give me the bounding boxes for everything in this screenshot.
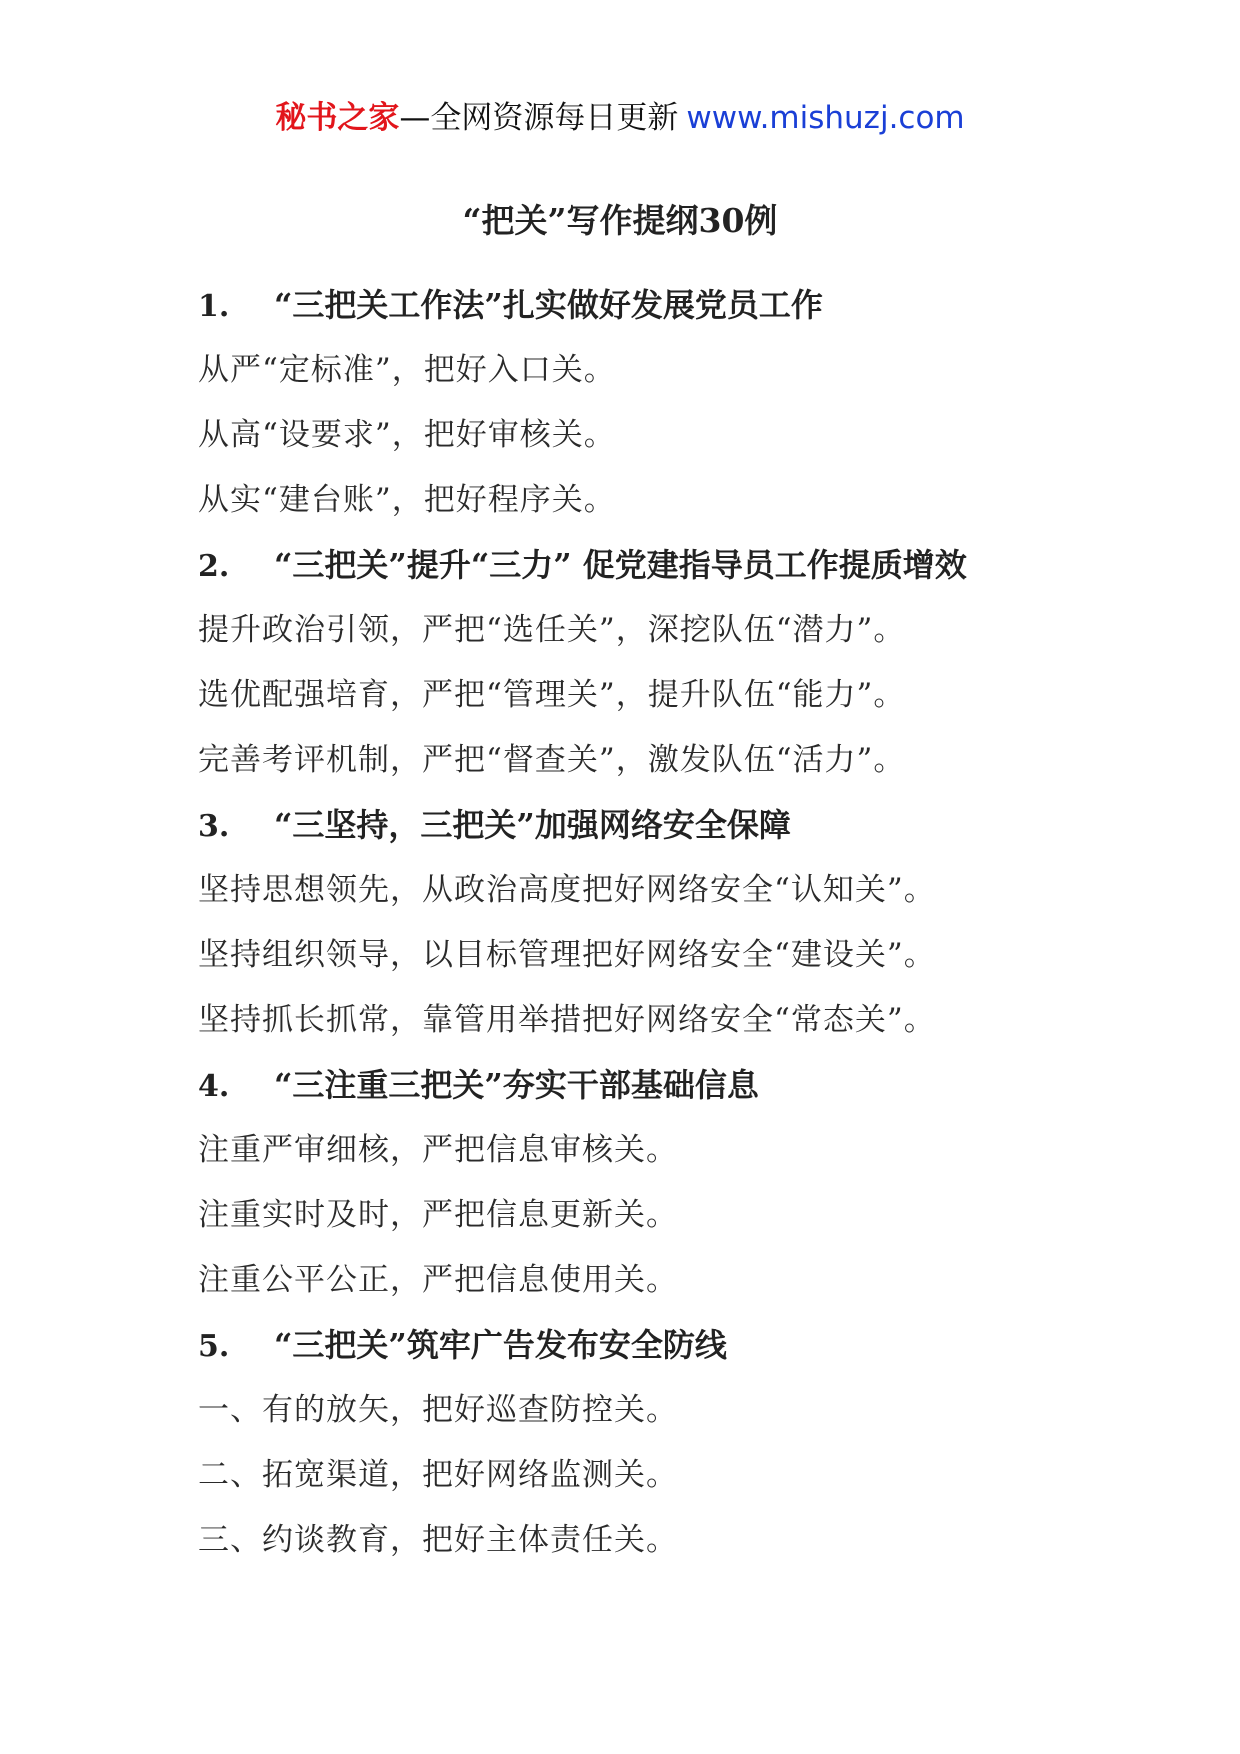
section-title: “三坚持，三把关”加强网络安全保障 [274,806,791,844]
section-line: 注重严审细核，严把信息审核关。 [198,1132,678,1168]
section-1 [198,281,1098,541]
section-line: 注重公平公正，严把信息使用关。 [198,1262,678,1298]
header-dash: — [399,100,431,136]
document-title: “把关”写作提纲30例 [462,201,778,240]
section-title: “三把关工作法”扎实做好发展党员工作 [274,286,823,324]
section-title: “三把关”筑牢广告发布安全防线 [274,1326,727,1364]
section-line: 从实“建台账”，把好程序关。 [198,482,616,518]
section-number: 1. [198,289,230,324]
section-line: 坚持组织领导，以目标管理把好网络安全“建设关”。 [198,937,936,973]
section-heading [198,1061,1098,1126]
section-heading [198,281,1098,346]
section-line: 二、拓宽渠道，把好网络监测关。 [198,1457,678,1493]
section-3 [198,801,1098,1061]
site-url-link[interactable]: www.mishuzj.com [686,100,965,136]
section-title: “三注重三把关”夯实干部基础信息 [274,1066,759,1104]
section-line: 注重实时及时，严把信息更新关。 [198,1197,678,1233]
section-number: 3. [198,809,230,844]
section-2 [198,541,1098,801]
site-header [0,96,1240,140]
section-line: 提升政治引领，严把“选任关”，深挖队伍“潜力”。 [198,612,906,648]
section-line: 从严“定标准”，把好入口关。 [198,352,616,388]
section-number: 4. [198,1069,230,1104]
section-title: “三把关”提升“三力” 促党建指导员工作提质增效 [274,546,967,584]
section-line: 选优配强培育，严把“管理关”，提升队伍“能力”。 [198,677,906,713]
section-line: 坚持抓长抓常，靠管用举措把好网络安全“常态关”。 [198,1002,936,1038]
section-number: 5. [198,1329,230,1364]
header-tagline: 全网资源每日更新 [430,100,679,136]
section-number: 2. [198,549,230,584]
section-heading [198,1321,1098,1386]
section-heading [198,801,1098,866]
section-line: 完善考评机制，严把“督查关”，激发队伍“活力”。 [198,742,906,778]
section-4 [198,1061,1098,1321]
document-body [198,281,1098,1581]
section-heading [198,541,1098,606]
section-line: 从高“设要求”，把好审核关。 [198,417,616,453]
section-line: 三、约谈教育，把好主体责任关。 [198,1522,678,1558]
section-line: 坚持思想领先，从政治高度把好网络安全“认知关”。 [198,872,936,908]
section-5 [198,1321,1098,1581]
brand-name: 秘书之家 [275,100,400,136]
section-line: 一、有的放矢，把好巡查防控关。 [198,1392,678,1428]
